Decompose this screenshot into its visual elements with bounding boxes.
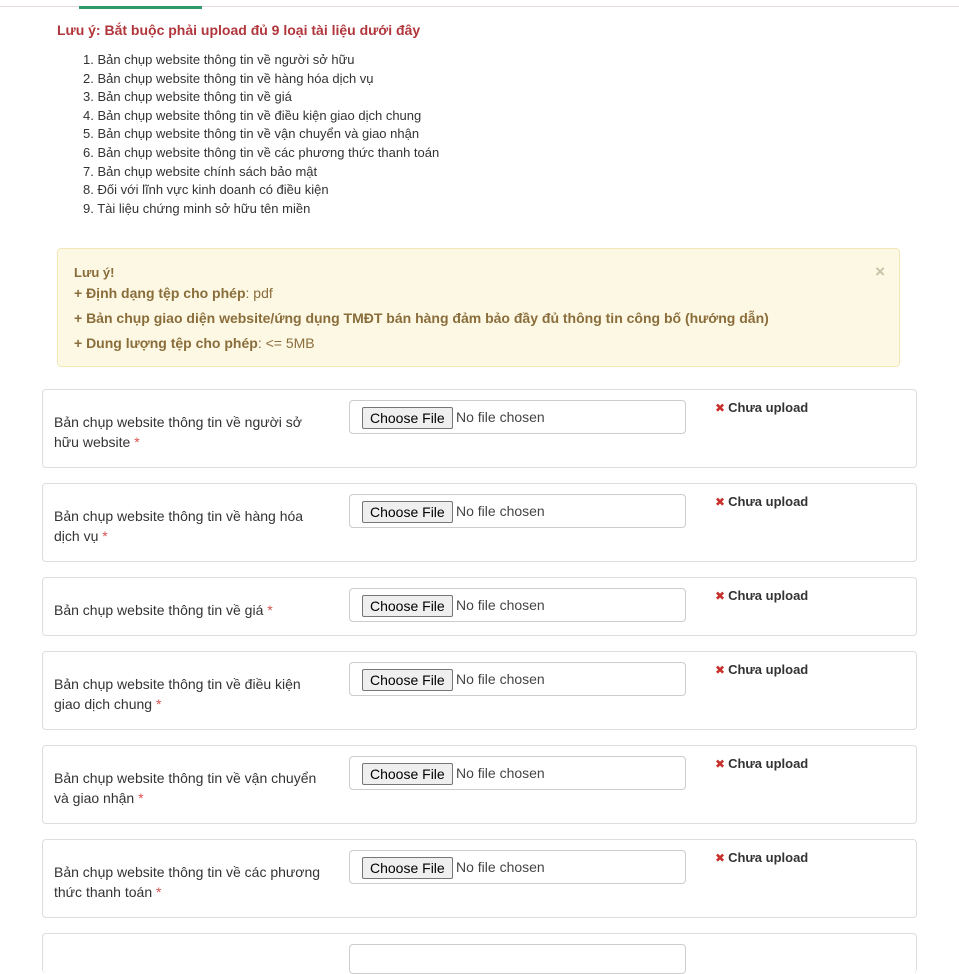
file-status-text: No file chosen xyxy=(456,671,545,687)
choose-file-button[interactable]: Choose File xyxy=(362,595,453,617)
upload-label xyxy=(54,862,324,902)
required-documents-list xyxy=(83,51,439,218)
x-mark-icon: ✖ xyxy=(715,851,726,865)
file-status-text: No file chosen xyxy=(456,409,545,425)
close-icon[interactable]: × xyxy=(875,262,885,281)
upload-row-shipping xyxy=(42,745,917,824)
upload-label-text: Bản chụp website thông tin về các phương thức thanh toán xyxy=(54,864,321,900)
upload-status-text: Chưa upload xyxy=(728,756,809,771)
upload-label-text: Bản chụp website thông tin về điều kiện giao dịch chung xyxy=(54,676,301,712)
file-status-text: No file chosen xyxy=(456,597,545,613)
file-input[interactable] xyxy=(349,400,686,434)
alert-title: Lưu ý! xyxy=(74,265,115,280)
list-item: 4. Bản chụp website thông tin về điều kiện giao dịch chung xyxy=(83,107,422,123)
required-documents-warning: Lưu ý: Bắt buộc phải upload đủ 9 loại tài liệu dưới đây xyxy=(57,22,421,38)
file-input[interactable] xyxy=(349,662,686,696)
upload-label-text: Bản chụp website thông tin về giá xyxy=(54,602,264,618)
x-mark-icon: ✖ xyxy=(715,663,726,677)
upload-row-payment-methods xyxy=(42,839,917,918)
file-input[interactable] xyxy=(349,494,686,528)
list-item: 7. Bản chụp website chính sách bảo mật xyxy=(83,163,318,179)
file-status-text: No file chosen xyxy=(456,859,545,875)
upload-status xyxy=(715,494,808,509)
file-input[interactable] xyxy=(349,588,686,622)
upload-status xyxy=(715,662,808,677)
upload-label xyxy=(54,600,324,620)
x-mark-icon: ✖ xyxy=(715,495,726,509)
required-marker: * xyxy=(138,790,144,806)
file-input[interactable] xyxy=(349,756,686,790)
list-item: 9. Tài liệu chứng minh sở hữu tên miền xyxy=(83,200,311,216)
upload-status-text: Chưa upload xyxy=(728,662,809,677)
file-size-value: : <= 5MB xyxy=(257,335,315,351)
choose-file-button[interactable]: Choose File xyxy=(362,501,453,523)
active-tab-indicator xyxy=(79,6,202,9)
list-item: 6. Bản chụp website thông tin về các phương thức thanh toán xyxy=(83,144,440,160)
required-marker: * xyxy=(267,602,273,618)
list-item: 8. Đối với lĩnh vực kinh doanh có điều kiện xyxy=(83,182,329,198)
list-item: 5. Bản chụp website thông tin về vận chuyển và giao nhận xyxy=(83,126,420,142)
file-input[interactable] xyxy=(349,944,686,974)
upload-status xyxy=(715,400,808,415)
upload-label-text: Bản chụp website thông tin về người sở hữu website xyxy=(54,414,302,450)
list-item: 1. Bản chụp website thông tin về người sở hữu xyxy=(83,52,355,67)
upload-label-text: Bản chụp website thông tin về hàng hóa dịch vụ xyxy=(54,508,304,544)
upload-label xyxy=(54,768,324,808)
allowed-format-label: + Định dạng tệp cho phép xyxy=(74,285,246,301)
allowed-format-note xyxy=(74,285,273,301)
upload-status-text: Chưa upload xyxy=(728,850,809,865)
list-item: 3. Bản chụp website thông tin về giá xyxy=(83,89,292,105)
allowed-format-value: : pdf xyxy=(245,285,273,301)
file-status-text: No file chosen xyxy=(456,765,545,781)
upload-status xyxy=(715,756,808,771)
upload-status-text: Chưa upload xyxy=(728,400,809,415)
upload-row-next-partial xyxy=(42,933,917,973)
interface-note: + Bản chụp giao diện website/ứng dụng TMĐT bán hàng đảm bảo đầy đủ thông tin công bố (hướng dẫn) xyxy=(74,310,769,326)
file-size-note xyxy=(74,335,315,351)
file-input[interactable] xyxy=(349,850,686,884)
upload-status-text: Chưa upload xyxy=(728,588,809,603)
choose-file-button[interactable]: Choose File xyxy=(362,763,453,785)
upload-row-price xyxy=(42,577,917,636)
required-marker: * xyxy=(156,884,162,900)
file-requirements-alert xyxy=(57,248,900,367)
x-mark-icon: ✖ xyxy=(715,589,726,603)
upload-label-text: Bản chụp website thông tin về vận chuyển và giao nhận xyxy=(54,770,317,806)
choose-file-button[interactable]: Choose File xyxy=(362,407,453,429)
choose-file-button[interactable]: Choose File xyxy=(362,669,453,691)
upload-status-text: Chưa upload xyxy=(728,494,809,509)
upload-row-general-terms xyxy=(42,651,917,730)
x-mark-icon: ✖ xyxy=(715,757,726,771)
file-status-text: No file chosen xyxy=(456,503,545,519)
required-marker: * xyxy=(134,434,140,450)
file-size-label: + Dung lượng tệp cho phép xyxy=(74,335,258,351)
required-marker: * xyxy=(102,528,108,544)
upload-label xyxy=(54,412,324,452)
upload-label xyxy=(54,506,324,546)
required-marker: * xyxy=(155,696,162,712)
choose-file-button[interactable]: Choose File xyxy=(362,857,453,879)
upload-row-owner-info xyxy=(42,389,917,468)
x-mark-icon: ✖ xyxy=(715,401,726,415)
list-item: 2. Bản chụp website thông tin về hàng hóa dịch vụ xyxy=(83,70,374,86)
upload-row-goods-services xyxy=(42,483,917,562)
upload-label xyxy=(54,674,324,714)
upload-status xyxy=(715,850,808,865)
upload-status xyxy=(715,588,808,603)
